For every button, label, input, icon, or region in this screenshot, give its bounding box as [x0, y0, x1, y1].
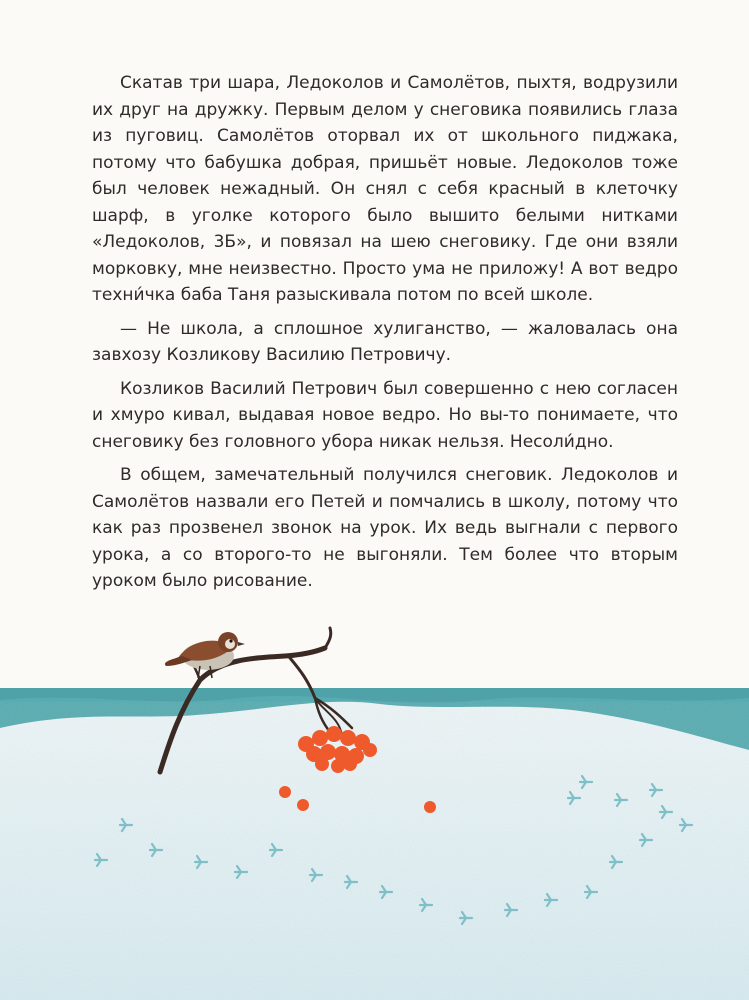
- sparrow-icon: [165, 632, 245, 678]
- paragraph-3: Козликов Василий Петрович был совершенно с нею согласен и хмуро кивал, выдавая новое ведро. Но вы-то понимаете, что снеговику без головного убора никак нельзя. Несоли́дно.: [92, 378, 678, 452]
- paragraph-4: В общем, замечательный получился снеговик. Ледоколов и Самолётов назвали его Петей и помчались в школу, потому что как раз прозвенел звонок на урок. Их ведь выгнали с первого урока, а со второго-то не выгоняли. Тем более что вторым уроком было рисование.: [92, 465, 678, 591]
- winter-illustration: [0, 600, 749, 1000]
- story-text: [92, 70, 678, 602]
- paragraph-2: — Не школа, а сплошное хулиганство, — жаловалась она завхозу Козликову Василию Петровичу.: [92, 318, 678, 365]
- paragraph-1: Скатав три шара, Ледоколов и Самолётов, пыхтя, водрузили их друг на дружку. Первым делом у снеговика появились глаза из пуговиц. Самолётов оторвал их от школьного пиджака, потому что бабушка добрая, пришьёт новые. Ледоколов тоже был человек нежадный. Он снял с себя красный в клеточку шарф, в уголке которого было вышито белыми нитками «Ледоколов, 3Б», и повязал на шею снеговику. Где они взяли морковку, мне неизвестно. Просто ума не приложу! А вот ведро техни́чка баба Таня разыскивала потом по всей школе.: [92, 73, 678, 305]
